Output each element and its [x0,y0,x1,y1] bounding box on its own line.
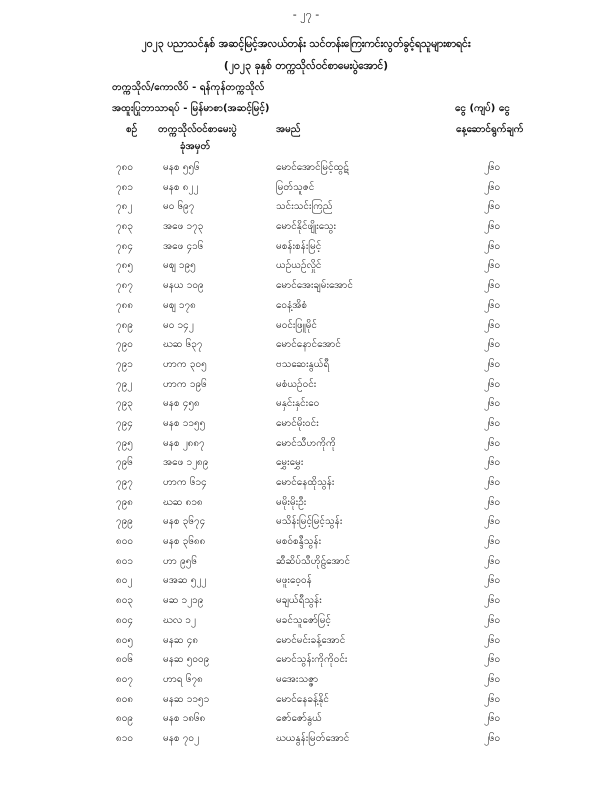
row-exam-number: မနဆ ၁၁၅၁ [163,693,210,705]
row-exam-number: ဃဆ ၈၁၈ [163,496,203,508]
table-row [0,707,612,727]
row-exam-number: ဃဆ ၆၃၇ [163,339,203,351]
row-name: မောင်နေထိုသွန်း [276,477,335,488]
row-exam-number: မနစ ၃၆၇၄ [163,516,206,528]
row-amount: ၂၆၀ [484,516,501,528]
row-amount: ၂၆၀ [484,673,501,685]
row-amount: ၂၆၀ [484,575,501,587]
row-amount: ၂၆၀ [484,201,501,213]
row-name: သင်းသင်းကြည် [276,201,333,213]
row-number: ၇၈၃ [116,221,133,233]
row-number: ၇၈၄ [116,240,133,252]
header-name: အမည် [276,124,301,135]
table-row [0,530,612,550]
row-exam-number: အဖေ ၄၁၆ [163,240,204,252]
row-amount: ၂၆၀ [484,417,501,429]
row-amount: ၂၆၀ [484,280,501,292]
row-number: ၇၈၉ [116,319,133,331]
table-row [0,589,612,609]
table-row [0,629,612,649]
row-amount: ၂၆၀ [484,693,501,705]
subject-line: အထူးပြုဘာသာရပ် - မြန်မာစာ(အဆင့်မြင့်) [112,103,270,114]
row-name: ဝေနံ့အိစံ [276,299,308,311]
row-exam-number: မနစ ၇၀၂ [163,732,199,744]
table-row [0,451,612,471]
row-exam-number: မနစ ၁၁၅၅ [163,417,206,429]
row-number: ၇၉၃ [116,398,133,410]
row-amount: ၂၆၀ [484,319,501,331]
row-number: ၈၀၈ [116,693,134,705]
row-number: ၇၉၉ [116,516,133,528]
row-exam-number: မနစ ၂၈၈၇ [163,437,205,449]
row-name: မစဝ်စန္ဒီသွန်း [276,536,322,548]
row-number: ၇၉၀ [116,339,133,351]
row-number: ၇၈၅ [116,260,133,272]
table-row [0,314,612,334]
row-name: မောင်သီဟကိုကို [276,437,336,449]
table-row [0,491,612,511]
table-row [0,294,612,314]
table-row [0,353,612,373]
row-exam-number: မဈ ၁၉၅ [163,260,196,272]
header-amount: နေ့ဆောင်ရွက်ချက် [456,124,524,135]
row-exam-number: ဟာ ၉၅၆ [163,555,197,567]
row-number: ၈၁၀ [116,732,133,744]
table-row [0,235,612,255]
row-amount: ၂၆၀ [484,378,501,390]
table-row [0,668,612,688]
table-row [0,333,612,353]
row-exam-number: မဝ ၁၄၂ [163,319,194,331]
row-exam-number: အဖေ ၁၇၃ [163,221,204,233]
row-amount: ၂၆၀ [484,614,501,626]
row-number: ၈၀၄ [116,614,133,626]
row-exam-number: မနစ ၃၆၈၈ [163,536,206,548]
table-row [0,510,612,530]
row-name: မောင်မိုးဝင်း [276,417,319,429]
row-exam-number: မနယ ၁၀၉ [163,280,204,292]
row-exam-number: ဟာက ၃၀၅ [163,358,207,370]
row-name: မောင်အေးချမ်းအောင် [276,280,353,292]
row-number: ၇၉၂ [116,378,133,390]
table-row [0,432,612,452]
row-amount: ၂၆၀ [484,260,501,272]
row-number: ၇၉၆ [116,457,133,469]
row-name: မချယ်ရီသွန်း [276,595,322,607]
row-exam-number: မဝ ၆၉၇ [163,201,195,213]
row-amount: ၂၆၀ [484,240,501,252]
row-number: ၇၈၂ [116,201,133,213]
row-exam-number: မနဆ ၅၀၀၉ [163,654,210,666]
table-row [0,412,612,432]
row-number: ၇၉၇ [116,477,133,488]
row-amount: ၂၆၀ [484,162,501,173]
row-name: မောင်မင်းခန့်အောင် [276,634,346,646]
row-number: ၈၀၃ [116,595,133,607]
row-amount: ၂၆၀ [484,732,501,744]
row-name: ဃယနွန်းမြတ်အောင် [276,732,350,744]
table-row [0,156,612,176]
row-name: မဖူးဝေ့ဝန် [276,575,312,587]
row-exam-number: မနဆ ၄၈ [163,634,199,646]
row-amount: ၂၆၀ [484,477,501,488]
row-exam-number: ဟာရ ၆၇၈ [163,673,203,685]
row-number: ၈၀၅ [116,634,133,646]
row-name: မောင်နောင်အောင် [276,339,341,351]
row-name: မြတ်သူဇင် [276,181,315,193]
row-number: ၇၉၈ [116,496,133,508]
row-amount: ၂၆၀ [484,713,501,725]
department-line: တက္ကသိုလ်/ကောလိပ် - ရန်ကုန်တက္ကသိုလ် [112,82,265,93]
table-row [0,569,612,589]
table-row [0,176,612,196]
row-amount: ၂၆၀ [484,654,501,666]
row-number: ၇၈၇ [116,280,133,292]
row-number: ၈၀၉ [116,713,133,725]
table-row [0,195,612,215]
fee-line: ငွေ (ကျပ်) ငွေ [455,103,510,114]
header-reg-line2: ခုံအမှတ် [180,141,211,152]
row-name: ဆီဆိပ်သီဟိုဠ်အောင် [276,555,351,567]
records-table [0,156,612,747]
row-number: ၇၈၈ [116,299,134,311]
row-amount: ၂၆၀ [484,634,501,646]
row-name: မသိန်းမြင့်မြင့်သွန်း [276,516,343,528]
row-number: ၈၀၀ [116,536,133,548]
row-exam-number: မနစ ၁၈၆၈ [163,713,206,725]
row-number: ၇၈၁ [116,181,133,193]
row-number: ၈၀၂ [116,575,133,587]
row-number: ၈၀၇ [116,673,133,685]
table-row [0,609,612,629]
row-amount: ၂၆၀ [484,536,501,548]
row-number: ၇၉၄ [116,417,133,429]
row-exam-number: အဖေ ၁၂၈၉ [163,457,209,469]
page-number: - ၂၇ - [292,8,320,21]
row-name: မမိုးမိုးဦး [276,496,307,508]
row-amount: ၂၆၀ [484,339,501,351]
row-exam-number: မနစ ၈၂၂ [163,181,199,193]
row-exam-number: မနစ ၅၅၆ [163,162,200,173]
row-number: ၇၈၀ [116,162,133,173]
row-name: မခင်သူဇော်မြင့် [276,614,331,626]
row-amount: ၂၆၀ [484,555,501,567]
row-number: ၈၀၆ [116,654,133,666]
row-name: ဇော်ဇော်နွယ် [276,713,322,725]
table-row [0,727,612,747]
row-name: မစန်းစန်းမြင့် [276,240,322,252]
row-exam-number: မဈ ၁၇၈ [163,299,196,311]
row-number: ၇၉၁ [116,358,133,370]
row-amount: ၂၆၀ [484,299,501,311]
row-name: မဝင်းဖြူမိုင် [276,319,317,331]
row-name: ဗသဆေးနွယ်ရီ [276,358,330,370]
table-row [0,373,612,393]
row-name: မောင်သွန်းကိုကိုဝင်း [276,654,348,666]
header-reg: တက္ကသိုလ်ဝင်စာမေးပွဲ [158,124,237,135]
row-exam-number: ဟာက ၁၉၆ [163,378,207,390]
row-name: မောင်နိုင်ဖျိုးသွေး [276,221,337,233]
row-exam-number: မဆ ၁၂၁၉ [163,595,204,607]
row-name: မောင်နေခန့်နိုင် [276,693,329,705]
table-row [0,254,612,274]
row-amount: ၂၆၀ [484,358,501,370]
row-amount: ၂၆၀ [484,221,501,233]
row-amount: ၂၆၀ [484,457,501,469]
row-name: မအေးသဇ္ဇာ [276,673,319,685]
row-amount: ၂၆၀ [484,181,501,193]
row-exam-number: မနစ ၄၅၈ [163,398,200,410]
document-title: ၂၀၂၃ ပညာသင်နှစ် အဆင့်မြင့်အလယ်တန်း သင်တန်းကြေးကင်းလွတ်ခွင့်ရသူများစာရင်း [141,38,471,50]
row-number: ၇၉၅ [116,437,133,449]
header-no: စဉ် [126,124,138,135]
row-name: မနှင်းနှင်းဝေ [276,398,320,410]
table-row [0,215,612,235]
table-row [0,274,612,294]
row-exam-number: မအဆ ၅၂၂ [163,575,207,587]
row-amount: ၂၆၀ [484,437,501,449]
document-subtitle: (၂၀၂၃ ခုနှစ် တက္ကသိုလ်ဝင်စာမေးပွဲအောင်) [223,60,389,72]
row-exam-number: ဟာက ၆၁၄ [163,477,207,488]
table-row [0,392,612,412]
row-amount: ၂၆၀ [484,595,501,607]
table-row [0,688,612,708]
row-amount: ၂၆၀ [484,398,501,410]
row-number: ၈၀၁ [116,555,133,567]
row-amount: ၂၆၀ [484,496,501,508]
table-row [0,550,612,570]
row-exam-number: ဃလ ၁၂ [163,614,196,626]
row-name: မစံယဉ်ဝင်း [276,378,317,390]
row-name: မောင်အောင်မြင့်ထွဋ် [276,162,349,173]
row-name: မွှေးမွှေး [276,457,304,469]
row-name: ယဉ်ယဉ်လှိုင် [276,260,322,272]
table-row [0,648,612,668]
table-row [0,471,612,491]
